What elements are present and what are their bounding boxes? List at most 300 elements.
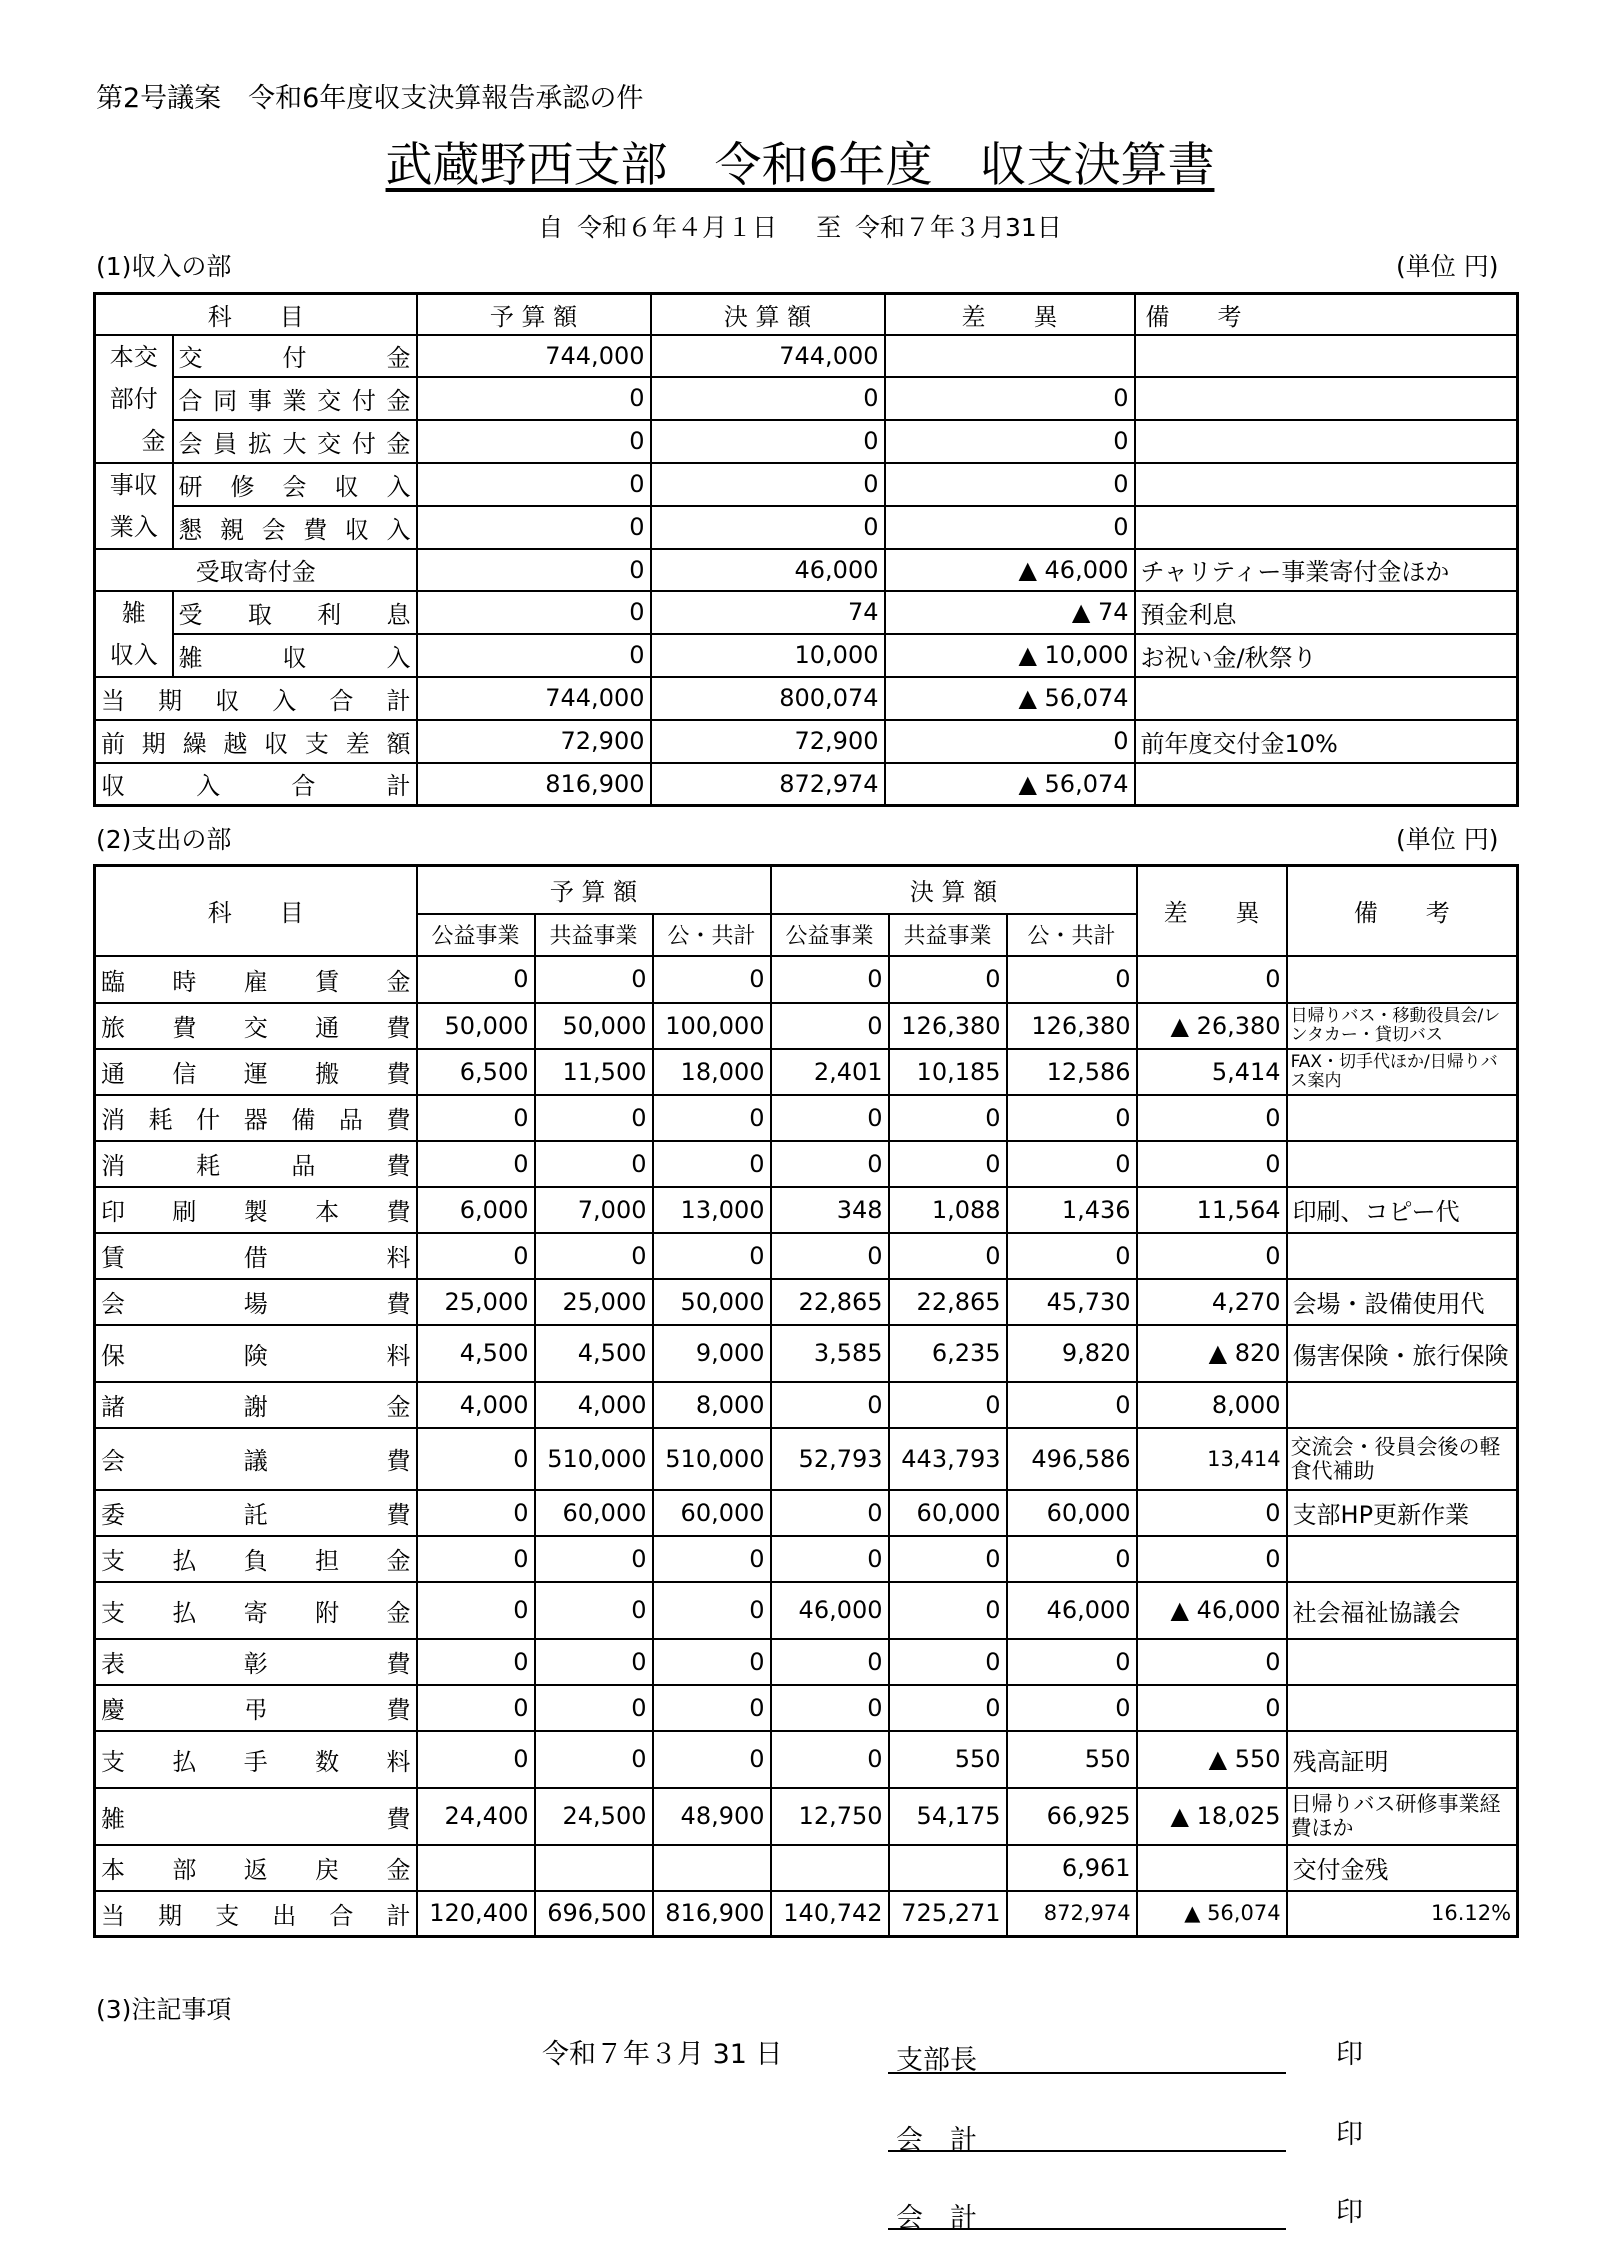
income-actual-value: 872,974: [651, 763, 885, 806]
income-group-label-line: 事収: [109, 470, 158, 499]
expense-budget-value: 0: [417, 1233, 535, 1279]
expense-subheader: 公益事業: [771, 914, 889, 956]
income-header-item: 科 目: [95, 294, 417, 335]
expense-actual-value: 12,586: [1007, 1049, 1137, 1095]
income-item-name: 交付金: [173, 335, 417, 378]
expense-diff-value: 0: [1137, 1095, 1287, 1141]
expense-note: 16.12%: [1287, 1891, 1518, 1937]
expense-note: 日帰りバス・移動役員会/レンタカー・貸切バス: [1287, 1003, 1518, 1049]
expense-budget-value: 24,500: [535, 1788, 653, 1845]
expense-actual-value: 126,380: [1007, 1003, 1137, 1049]
income-diff-value: 0: [885, 377, 1135, 420]
expense-actual-value: 0: [1007, 1095, 1137, 1141]
expense-actual-value: 0: [771, 1536, 889, 1582]
expense-budget-value: 0: [535, 1582, 653, 1639]
expense-budget-value: 6,000: [417, 1187, 535, 1233]
expense-item-name: 雑費: [95, 1788, 417, 1845]
expense-actual-value: 3,585: [771, 1325, 889, 1382]
income-item-name: 懇親会費収入: [173, 506, 417, 549]
income-budget-value: 744,000: [417, 335, 651, 378]
income-note: [1135, 377, 1518, 420]
expense-diff-value: 4,270: [1137, 1279, 1287, 1325]
income-row: [95, 591, 1518, 634]
expense-budget-value: 0: [535, 956, 653, 1003]
expense-budget-value: 60,000: [653, 1490, 771, 1536]
expense-header-actual: 決 算 額: [771, 866, 1137, 914]
expense-header-diff: 差 異: [1137, 866, 1287, 956]
expense-note: 支部HP更新作業: [1287, 1490, 1518, 1536]
expense-budget-value: 0: [653, 1731, 771, 1788]
expense-actual-value: 60,000: [1007, 1490, 1137, 1536]
signature-role-2: 会 計: [896, 2125, 977, 2156]
expense-actual-value: 52,793: [771, 1428, 889, 1490]
income-row: [95, 549, 1518, 591]
expense-actual-value: 0: [889, 1536, 1007, 1582]
income-diff-value: 0: [885, 506, 1135, 549]
expense-note: [1287, 1382, 1518, 1428]
expense-actual-value: 22,865: [889, 1279, 1007, 1325]
income-header-diff: 差 異: [885, 294, 1135, 335]
expense-diff-value: ▲ 26,380: [1137, 1003, 1287, 1049]
expense-actual-value: 140,742: [771, 1891, 889, 1937]
expense-row: [95, 1685, 1518, 1731]
expense-note: 傷害保険・旅行保険: [1287, 1325, 1518, 1382]
signature-role-3: 会 計: [896, 2203, 977, 2234]
expense-item-name: 旅費交通費: [95, 1003, 417, 1049]
income-diff-value: ▲ 10,000: [885, 634, 1135, 677]
expense-budget-value: 0: [535, 1639, 653, 1685]
expense-row: [95, 1187, 1518, 1233]
expense-actual-value: 0: [889, 1685, 1007, 1731]
expense-row: [95, 1731, 1518, 1788]
expense-actual-value: 0: [889, 1233, 1007, 1279]
expense-budget-value: 0: [653, 1141, 771, 1187]
expense-row: [95, 1891, 1518, 1937]
expense-diff-value: ▲ 18,025: [1137, 1788, 1287, 1845]
income-actual-value: 46,000: [651, 549, 885, 591]
income-diff-value: 0: [885, 720, 1135, 763]
expense-row: [95, 1095, 1518, 1141]
expense-actual-value: 0: [771, 1003, 889, 1049]
expense-note: 残高証明: [1287, 1731, 1518, 1788]
expense-actual-value: 12,750: [771, 1788, 889, 1845]
expense-item-name: 表彰費: [95, 1639, 417, 1685]
expense-actual-value: 6,235: [889, 1325, 1007, 1382]
expense-note: [1287, 1233, 1518, 1279]
signature-role-1: 支部長: [896, 2045, 977, 2076]
income-diff-value: [885, 335, 1135, 378]
expense-actual-value: 2,401: [771, 1049, 889, 1095]
expense-row: [95, 1141, 1518, 1187]
expense-actual-value: 46,000: [1007, 1582, 1137, 1639]
expense-table: [93, 864, 1519, 1938]
expense-diff-value: 0: [1137, 1685, 1287, 1731]
expense-row: [95, 1279, 1518, 1325]
expense-row: [95, 1582, 1518, 1639]
expense-budget-value: 816,900: [653, 1891, 771, 1937]
expense-budget-value: 0: [417, 1141, 535, 1187]
expense-diff-value: 5,414: [1137, 1049, 1287, 1095]
expense-budget-value: 25,000: [417, 1279, 535, 1325]
expense-actual-value: 550: [1007, 1731, 1137, 1788]
expense-section-label: (2)支出の部: [96, 825, 232, 854]
income-diff-value: 0: [885, 420, 1135, 463]
expense-budget-value: 0: [653, 1685, 771, 1731]
expense-budget-value: 4,000: [535, 1382, 653, 1428]
expense-actual-value: 0: [771, 1233, 889, 1279]
expense-actual-value: 0: [889, 956, 1007, 1003]
income-row: [95, 420, 1518, 463]
expense-actual-value: 0: [889, 1582, 1007, 1639]
income-budget-value: 816,900: [417, 763, 651, 806]
income-note: [1135, 335, 1518, 378]
income-diff-value: 0: [885, 463, 1135, 506]
expense-item-name: 印刷製本費: [95, 1187, 417, 1233]
expense-budget-value: 4,000: [417, 1382, 535, 1428]
income-diff-value: ▲ 46,000: [885, 549, 1135, 591]
expense-item-name: 当期支出合計: [95, 1891, 417, 1937]
income-row: [95, 463, 1518, 506]
expense-item-name: 消耗什器備品費: [95, 1095, 417, 1141]
income-row: [95, 335, 1518, 378]
expense-budget-value: 0: [535, 1731, 653, 1788]
expense-budget-value: 4,500: [535, 1325, 653, 1382]
income-note: [1135, 677, 1518, 720]
expense-actual-value: 550: [889, 1731, 1007, 1788]
expense-budget-value: 50,000: [653, 1279, 771, 1325]
income-row: [95, 763, 1518, 806]
expense-budget-value: 18,000: [653, 1049, 771, 1095]
expense-note: 日帰りバス研修事業経費ほか: [1287, 1788, 1518, 1845]
expense-diff-value: [1137, 1845, 1287, 1891]
income-budget-value: 0: [417, 506, 651, 549]
expense-actual-value: 6,961: [1007, 1845, 1137, 1891]
income-note: 前年度交付金10%: [1135, 720, 1518, 763]
income-note: [1135, 763, 1518, 806]
income-budget-value: 0: [417, 634, 651, 677]
expense-actual-value: 60,000: [889, 1490, 1007, 1536]
expense-row: [95, 1049, 1518, 1095]
expense-subheader: 公・共計: [1007, 914, 1137, 956]
expense-note: 印刷、コピー代: [1287, 1187, 1518, 1233]
income-item-name: 研修会収入: [173, 463, 417, 506]
income-actual-value: 800,074: [651, 677, 885, 720]
expense-header-row: [95, 866, 1518, 914]
income-item-name: 雑収入: [173, 634, 417, 677]
expense-budget-value: 0: [417, 1639, 535, 1685]
income-actual-value: 0: [651, 420, 885, 463]
income-item-name: 会員拡大交付金: [173, 420, 417, 463]
income-actual-value: 0: [651, 377, 885, 420]
expense-item-name: 支払負担金: [95, 1536, 417, 1582]
expense-item-name: 賃借料: [95, 1233, 417, 1279]
expense-budget-value: [653, 1845, 771, 1891]
expense-budget-value: 13,000: [653, 1187, 771, 1233]
expense-diff-value: 0: [1137, 1536, 1287, 1582]
expense-actual-value: 0: [889, 1639, 1007, 1685]
expense-budget-value: 510,000: [653, 1428, 771, 1490]
expense-row: [95, 1325, 1518, 1382]
income-group-label-line: 収入: [109, 640, 158, 669]
expense-actual-value: 725,271: [889, 1891, 1007, 1937]
income-budget-value: 0: [417, 591, 651, 634]
expense-note: [1287, 1639, 1518, 1685]
income-note: [1135, 463, 1518, 506]
income-group-label: [95, 463, 173, 549]
seal-mark-2: 印: [1336, 2119, 1363, 2150]
expense-row: [95, 1490, 1518, 1536]
income-note: チャリティー事業寄付金ほか: [1135, 549, 1518, 591]
agenda-title: 第2号議案 令和6年度収支決算報告承認の件: [96, 83, 644, 114]
expense-row: [95, 956, 1518, 1003]
expense-diff-value: 0: [1137, 1490, 1287, 1536]
income-note: お祝い金/秋祭り: [1135, 634, 1518, 677]
expense-item-name: 慶弔費: [95, 1685, 417, 1731]
expense-actual-value: 0: [1007, 1536, 1137, 1582]
expense-actual-value: 0: [1007, 1141, 1137, 1187]
expense-note: 交流会・役員会後の軽食代補助: [1287, 1428, 1518, 1490]
expense-actual-value: 22,865: [771, 1279, 889, 1325]
income-item-name: 収入合計: [95, 763, 417, 806]
income-table: [93, 292, 1519, 807]
expense-actual-value: 0: [889, 1095, 1007, 1141]
expense-budget-value: 0: [417, 1428, 535, 1490]
income-group-label: [95, 591, 173, 677]
expense-diff-value: 0: [1137, 956, 1287, 1003]
income-header-actual: 決 算 額: [651, 294, 885, 335]
expense-actual-value: 0: [889, 1382, 1007, 1428]
income-group-label-line: 雑: [121, 598, 146, 627]
expense-item-name: 支払寄附金: [95, 1582, 417, 1639]
expense-actual-value: [771, 1845, 889, 1891]
income-budget-value: 72,900: [417, 720, 651, 763]
income-row: [95, 377, 1518, 420]
expense-header-item: 科 目: [95, 866, 417, 956]
expense-diff-value: ▲ 550: [1137, 1731, 1287, 1788]
expense-note: [1287, 956, 1518, 1003]
expense-budget-value: 0: [417, 956, 535, 1003]
income-item-name: 合同事業交付金: [173, 377, 417, 420]
signature-line-1: [888, 2072, 1286, 2074]
expense-item-name: 委託費: [95, 1490, 417, 1536]
income-budget-value: 0: [417, 463, 651, 506]
fiscal-period: 自 令和６年４月１日 至 令和７年３月31日: [538, 213, 1062, 242]
expense-budget-value: 24,400: [417, 1788, 535, 1845]
expense-actual-value: 1,436: [1007, 1187, 1137, 1233]
expense-diff-value: 0: [1137, 1141, 1287, 1187]
expense-budget-value: 4,500: [417, 1325, 535, 1382]
expense-actual-value: 9,820: [1007, 1325, 1137, 1382]
expense-actual-value: 0: [771, 1685, 889, 1731]
income-actual-value: 0: [651, 506, 885, 549]
income-row: [95, 720, 1518, 763]
expense-actual-value: 46,000: [771, 1582, 889, 1639]
income-actual-value: 74: [651, 591, 885, 634]
expense-diff-value: 8,000: [1137, 1382, 1287, 1428]
expense-note: [1287, 1536, 1518, 1582]
expense-row: [95, 1639, 1518, 1685]
expense-diff-value: ▲ 56,074: [1137, 1891, 1287, 1937]
expense-budget-value: 0: [653, 1536, 771, 1582]
expense-budget-value: 0: [535, 1233, 653, 1279]
expense-budget-value: 0: [535, 1536, 653, 1582]
expense-budget-value: 0: [653, 1582, 771, 1639]
seal-mark-3: 印: [1336, 2197, 1363, 2228]
income-row: [95, 677, 1518, 720]
expense-row: [95, 1845, 1518, 1891]
expense-note: 交付金残: [1287, 1845, 1518, 1891]
income-header-budget: 予 算 額: [417, 294, 651, 335]
income-diff-value: ▲ 56,074: [885, 677, 1135, 720]
income-budget-value: 0: [417, 549, 651, 591]
expense-row: [95, 1428, 1518, 1490]
expense-budget-value: 9,000: [653, 1325, 771, 1382]
income-item-name: 当期収入合計: [95, 677, 417, 720]
expense-header-note: 備 考: [1287, 866, 1518, 956]
income-budget-value: 0: [417, 420, 651, 463]
expense-item-name: 本部返戻金: [95, 1845, 417, 1891]
expense-item-name: 通信運搬費: [95, 1049, 417, 1095]
expense-actual-value: 496,586: [1007, 1428, 1137, 1490]
income-note: 預金利息: [1135, 591, 1518, 634]
income-actual-value: 10,000: [651, 634, 885, 677]
income-group-label-line: 業入: [109, 512, 158, 541]
expense-actual-value: 0: [1007, 1685, 1137, 1731]
expense-actual-value: 0: [1007, 1382, 1137, 1428]
income-budget-value: 744,000: [417, 677, 651, 720]
expense-budget-value: 50,000: [535, 1003, 653, 1049]
income-group-label-line: 部付: [109, 384, 158, 413]
expense-subheader: 共益事業: [889, 914, 1007, 956]
expense-actual-value: 0: [771, 1490, 889, 1536]
expense-row: [95, 1233, 1518, 1279]
expense-budget-value: 0: [417, 1095, 535, 1141]
expense-budget-value: 0: [417, 1490, 535, 1536]
expense-budget-value: 120,400: [417, 1891, 535, 1937]
expense-diff-value: 0: [1137, 1233, 1287, 1279]
page-title: 武蔵野西支部 令和6年度 収支決算書: [385, 138, 1215, 193]
income-note: [1135, 506, 1518, 549]
expense-budget-value: 0: [417, 1536, 535, 1582]
expense-budget-value: [417, 1845, 535, 1891]
income-actual-value: 72,900: [651, 720, 885, 763]
income-header-note: 備 考: [1135, 294, 1518, 335]
expense-actual-value: 0: [771, 1382, 889, 1428]
income-section-label: (1)収入の部: [96, 252, 232, 281]
expense-actual-value: 1,088: [889, 1187, 1007, 1233]
expense-actual-value: 0: [771, 1731, 889, 1788]
expense-budget-value: 0: [535, 1685, 653, 1731]
expense-actual-value: 0: [889, 1141, 1007, 1187]
income-unit-label: (単位 円): [1396, 252, 1499, 281]
expense-budget-value: 0: [535, 1095, 653, 1141]
income-budget-value: 0: [417, 377, 651, 420]
expense-item-name: 保険料: [95, 1325, 417, 1382]
expense-item-name: 会議費: [95, 1428, 417, 1490]
expense-note: [1287, 1685, 1518, 1731]
seal-mark-1: 印: [1336, 2039, 1363, 2070]
expense-budget-value: 0: [417, 1685, 535, 1731]
income-group-label-line: 金: [141, 426, 166, 455]
income-diff-value: ▲ 56,074: [885, 763, 1135, 806]
expense-budget-value: 0: [535, 1141, 653, 1187]
expense-diff-value: ▲ 46,000: [1137, 1582, 1287, 1639]
expense-actual-value: 0: [771, 1639, 889, 1685]
expense-item-name: 臨時雇賃金: [95, 956, 417, 1003]
signature-line-2: [888, 2150, 1286, 2152]
expense-actual-value: 54,175: [889, 1788, 1007, 1845]
expense-budget-value: 0: [653, 1639, 771, 1685]
expense-row: [95, 1003, 1518, 1049]
expense-actual-value: 0: [771, 1095, 889, 1141]
expense-actual-value: 443,793: [889, 1428, 1007, 1490]
expense-diff-value: 13,414: [1137, 1428, 1287, 1490]
expense-actual-value: 0: [771, 956, 889, 1003]
expense-budget-value: 0: [653, 1095, 771, 1141]
expense-budget-value: 8,000: [653, 1382, 771, 1428]
expense-budget-value: 100,000: [653, 1003, 771, 1049]
income-header-row: [95, 294, 1518, 335]
expense-actual-value: [889, 1845, 1007, 1891]
expense-note: 社会福祉協議会: [1287, 1582, 1518, 1639]
expense-actual-value: 10,185: [889, 1049, 1007, 1095]
expense-budget-value: 60,000: [535, 1490, 653, 1536]
expense-actual-value: 0: [771, 1141, 889, 1187]
expense-row: [95, 1788, 1518, 1845]
income-group-label-line: 本交: [109, 342, 158, 371]
expense-budget-value: [535, 1845, 653, 1891]
expense-budget-value: 0: [417, 1582, 535, 1639]
expense-diff-value: 0: [1137, 1639, 1287, 1685]
income-item-name: 前期繰越収支差額: [95, 720, 417, 763]
income-item-name: 受取利息: [173, 591, 417, 634]
expense-subheader: 公益事業: [417, 914, 535, 956]
expense-budget-value: 11,500: [535, 1049, 653, 1095]
expense-item-name: 諸謝金: [95, 1382, 417, 1428]
expense-budget-value: 25,000: [535, 1279, 653, 1325]
expense-budget-value: 0: [653, 1233, 771, 1279]
expense-row: [95, 1536, 1518, 1582]
income-actual-value: 744,000: [651, 335, 885, 378]
expense-budget-value: 696,500: [535, 1891, 653, 1937]
expense-budget-value: 510,000: [535, 1428, 653, 1490]
expense-budget-value: 7,000: [535, 1187, 653, 1233]
expense-budget-value: 0: [653, 956, 771, 1003]
expense-diff-value: 11,564: [1137, 1187, 1287, 1233]
expense-budget-value: 48,900: [653, 1788, 771, 1845]
expense-item-name: 会場費: [95, 1279, 417, 1325]
expense-note: [1287, 1095, 1518, 1141]
income-group-label: [95, 335, 173, 463]
signature-line-3: [888, 2228, 1286, 2230]
income-diff-value: ▲ 74: [885, 591, 1135, 634]
expense-row: [95, 1382, 1518, 1428]
expense-actual-value: 348: [771, 1187, 889, 1233]
expense-budget-value: 6,500: [417, 1049, 535, 1095]
income-note: [1135, 420, 1518, 463]
income-item-name: 受取寄付金: [95, 549, 417, 591]
expense-item-name: 支払手数料: [95, 1731, 417, 1788]
expense-note: 会場・設備使用代: [1287, 1279, 1518, 1325]
income-row: [95, 506, 1518, 549]
expense-actual-value: 45,730: [1007, 1279, 1137, 1325]
expense-unit-label: (単位 円): [1396, 825, 1499, 854]
income-row: [95, 634, 1518, 677]
expense-item-name: 消耗品費: [95, 1141, 417, 1187]
expense-diff-value: ▲ 820: [1137, 1325, 1287, 1382]
notes-section-label: (3)注記事項: [96, 1995, 232, 2024]
expense-budget-value: 50,000: [417, 1003, 535, 1049]
